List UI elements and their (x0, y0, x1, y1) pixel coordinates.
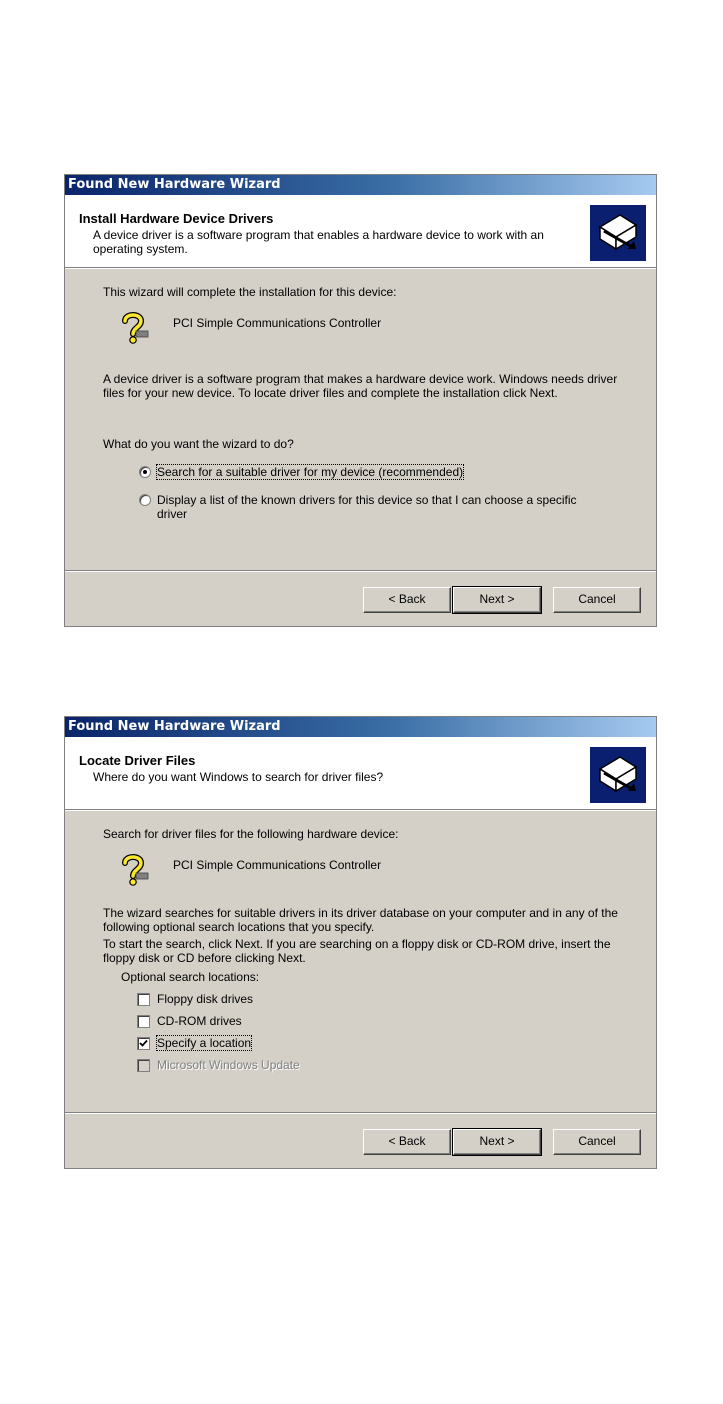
unknown-device-icon (115, 309, 151, 345)
intro-text: This wizard will complete the installation for this device: (103, 285, 397, 299)
display-list-option-label[interactable]: Display a list of the known drivers for this device so that I can choose a specific driver (157, 493, 577, 521)
search-driver-radio[interactable] (139, 466, 151, 478)
hardware-wizard-icon (590, 747, 646, 803)
next-button[interactable]: Next > (453, 587, 541, 613)
header-title: Install Hardware Device Drivers (79, 211, 274, 226)
question-text: What do you want the wizard to do? (103, 437, 294, 451)
button-separator (65, 1112, 656, 1114)
dialog-header (65, 195, 656, 268)
cancel-button[interactable]: Cancel (553, 1129, 641, 1155)
install-drivers-dialog (64, 174, 657, 627)
windows-update-label: Microsoft Windows Update (157, 1058, 300, 1072)
search-driver-option-label[interactable]: Search for a suitable driver for my device (recommended) (157, 465, 464, 479)
cancel-button[interactable]: Cancel (553, 587, 641, 613)
checkmark-icon (139, 1039, 148, 1048)
instruction-text: To start the search, click Next. If you are searching on a floppy disk or CD-ROM drive, insert the floppy disk or CD before clicking Next. (103, 937, 611, 965)
header-subtitle: Where do you want Windows to search for driver files? (93, 770, 384, 784)
dialog-title: Found New Hardware Wizard (65, 175, 656, 195)
specify-location-label[interactable]: Specify a location (157, 1036, 252, 1050)
next-button[interactable]: Next > (453, 1129, 541, 1155)
floppy-disk-checkbox[interactable] (137, 993, 150, 1006)
cd-rom-checkbox[interactable] (137, 1015, 150, 1028)
intro-text: Search for driver files for the following hardware device: (103, 827, 399, 841)
back-button[interactable]: < Back (363, 587, 451, 613)
header-subtitle: A device driver is a software program that enables a hardware device to work with an operating system. (93, 228, 544, 256)
back-button[interactable]: < Back (363, 1129, 451, 1155)
description-text: The wizard searches for suitable drivers in its driver database on your computer and in any of the following optional search locations that you specify. (103, 906, 618, 934)
windows-update-checkbox (137, 1059, 150, 1072)
button-separator (65, 570, 656, 572)
device-name: PCI Simple Communications Controller (173, 316, 382, 330)
floppy-disk-label[interactable]: Floppy disk drives (157, 992, 254, 1006)
description-text: A device driver is a software program that makes a hardware device work. Windows needs driver files for your new device. To locate driver files and complete the installation click Next. (103, 372, 618, 400)
hardware-wizard-icon (590, 205, 646, 261)
header-title: Locate Driver Files (79, 753, 196, 768)
dialog-title: Found New Hardware Wizard (65, 717, 656, 737)
locations-label: Optional search locations: (121, 970, 260, 984)
device-name: PCI Simple Communications Controller (173, 858, 382, 872)
locate-driver-files-dialog (64, 716, 657, 1169)
dialog-header (65, 737, 656, 810)
cd-rom-label[interactable]: CD-ROM drives (157, 1014, 242, 1028)
display-list-radio[interactable] (139, 494, 151, 506)
specify-location-checkbox[interactable] (137, 1037, 150, 1050)
unknown-device-icon (115, 851, 151, 887)
